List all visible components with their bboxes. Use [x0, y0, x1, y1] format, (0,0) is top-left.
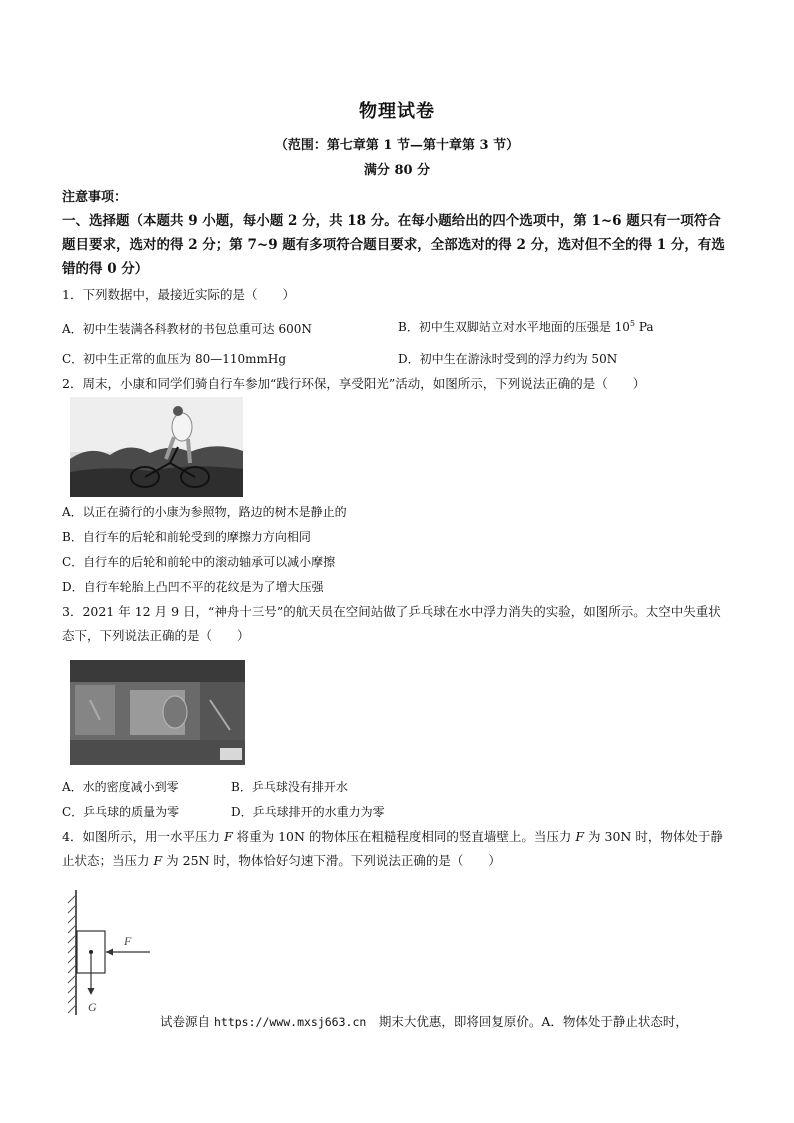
question-1-option-d: D．初中生在游泳时受到的浮力约为 50N [398, 352, 618, 366]
exam-scope: （范围：第七章第 1 节—第十章第 3 节） [274, 138, 520, 153]
question-3-option-b: B．乒乓球没有排开水 [231, 780, 348, 794]
question-3-option-c: C．乒乓球的质量为零 [62, 805, 180, 819]
cycling-photo [70, 397, 243, 497]
wall-force-diagram [62, 885, 162, 1020]
question-3-option-d: D．乒乓球排开的水重力为零 [231, 805, 385, 819]
space-station-photo [70, 660, 245, 765]
question-1-option-b: B．初中生双脚站立对水平地面的压强是 $10^5$ Pa [398, 319, 654, 334]
question-1-stem: 1．下列数据中，最接近实际的是（ ） [62, 287, 295, 302]
question-1-option-c: C．初中生正常的血压为 80—110mmHg [62, 352, 287, 366]
question-2-option-d: D．自行车轮胎上凸凹不平的花纹是为了增大压强 [62, 580, 324, 594]
question-2-option-c: C．自行车的后轮和前轮中的滚动轴承可以减小摩擦 [62, 555, 336, 569]
force-label-f: F [124, 934, 132, 948]
total-score: 满分 80 分 [363, 163, 431, 178]
question-3-option-a: A．水的密度减小到零 [62, 780, 179, 794]
source-footer: 试卷源自 https://www.mxsj663.cn 期末大优惠，即将回复原价。A．物体处于静止状态时， [160, 1014, 688, 1029]
notice-heading: 注意事项： [62, 190, 128, 205]
section-instructions: 一、选择题（本题共 9 小题，每小题 2 分，共 18 分。在每小题给出的四个选项中，第 1~6 题只有一项符合题目要求，选对的得 2 分；第 7~9 题有多项符合题目要求，全部选对的得 2 分，选对但不全的得 1 分，有选错的得 0 分） [62, 213, 725, 277]
question-2-option-b: B．自行车的后轮和前轮受到的摩擦力方向相同 [62, 530, 311, 544]
force-label-g: G [88, 1000, 97, 1014]
question-1-option-a: A．初中生装满各科教材的书包总重可达 600N [62, 322, 312, 336]
question-4-stem: 4．如图所示，用一水平压力 F 将重为 10N 的物体压在粗糙程度相同的竖直墙壁上。当压力 F 为 30N 时，物体处于静止状态；当压力 F 为 25N 时，物体恰好匀速下滑。下列说法正确的是（ ） [62, 829, 723, 868]
question-2-stem: 2．周末，小康和同学们骑自行车参加“践行环保，享受阳光”活动，如图所示，下列说法正确的是（ ） [62, 376, 646, 391]
question-3-stem: 3．2021 年 12 月 9 日，“神舟十三号”的航天员在空间站做了乒乓球在水中浮力消失的实验，如图所示。太空中失重状态下，下列说法正确的是（ ） [62, 604, 721, 643]
page-title: 物理试卷 [359, 101, 435, 122]
source-link[interactable]: https://www.mxsj663.cn [213, 1015, 367, 1029]
question-2-option-a: A．以正在骑行的小康为参照物，路边的树木是静止的 [62, 505, 347, 519]
